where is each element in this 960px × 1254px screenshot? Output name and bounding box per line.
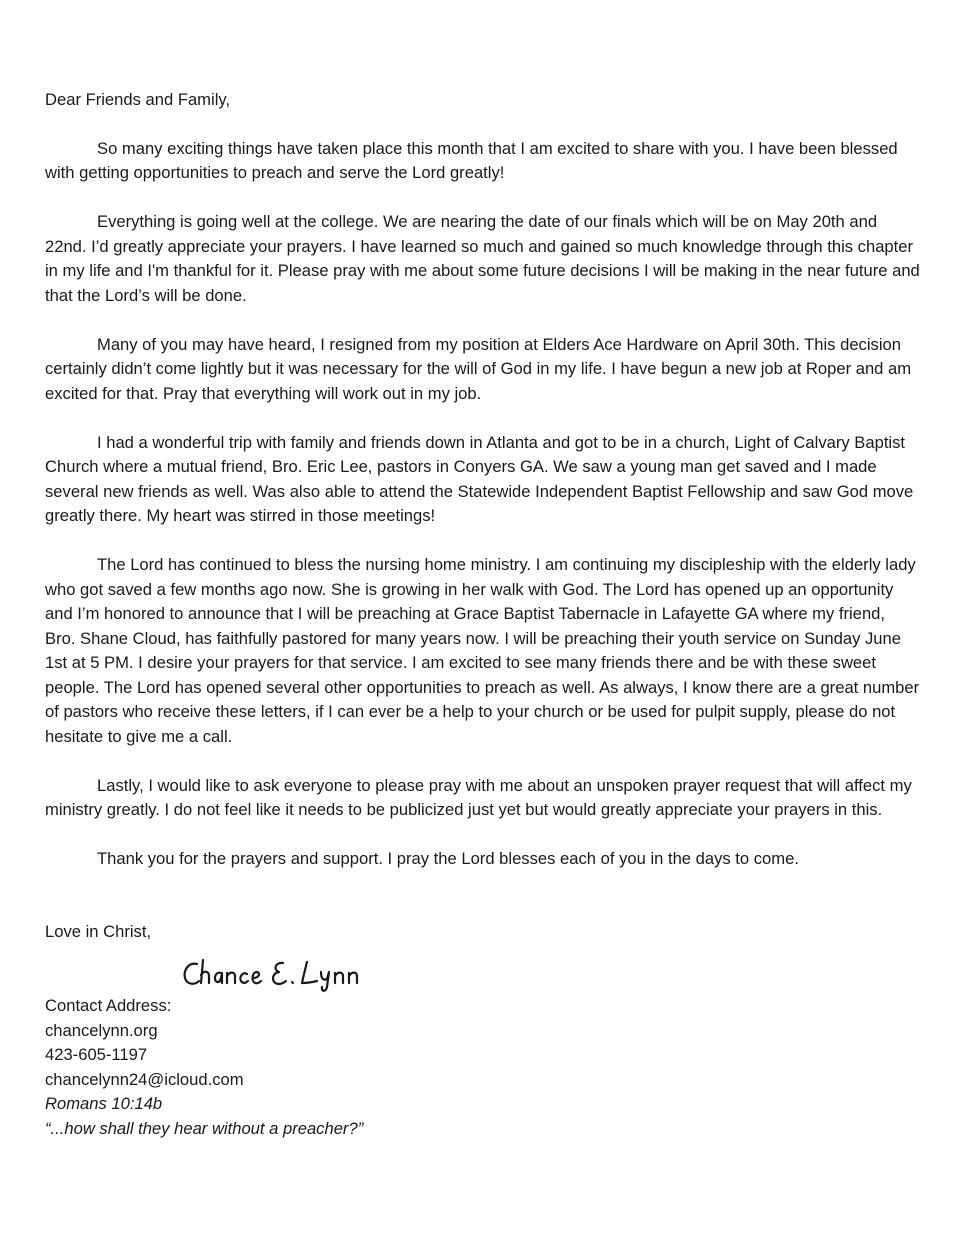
contact-website: chancelynn.org (45, 1020, 158, 1040)
paragraph: Everything is going well at the college. We are nearing the date of our finals which will be on May 20th and 22nd. I’d greatly appreciate your prayers. I have learned so much and gained so much knowledge through this chapter in my life and I'm thankful for it. Please pray with me about some future decisions I will be making in the near future and that the Lord’s will be done. (45, 212, 920, 305)
signature (181, 954, 920, 990)
contact-heading: Contact Address: (45, 996, 172, 1015)
closing: Love in Christ, (45, 921, 152, 941)
verse-reference: Romans 10:14b (45, 1094, 163, 1113)
contact-email: chancelynn24@icloud.com (45, 1069, 244, 1089)
contact-block (45, 994, 920, 1141)
greeting: Dear Friends and Family, (45, 90, 231, 109)
contact-phone: 423-605-1197 (45, 1045, 148, 1064)
paragraph: So many exciting things have taken place this month that I am excited to share with you. I have been blessed with getting opportunities to preach and serve the Lord greatly! (45, 138, 898, 182)
verse-text: “...how shall they hear without a preacher?” (45, 1118, 364, 1138)
paragraph: The Lord has continued to bless the nursing home ministry. I am continuing my discipleship with the elderly lady who got saved a few months ago now. She is growing in her walk with God. The Lord has opened up an opportunity and I’m honored to announce that I will be preaching at Grace Baptist Tabernacle in Lafayette GA where my friend, Bro. Shane Cloud, has faithfully pastored for many years now. I will be preaching their youth service on Sunday June 1st at 5 PM. I desire your prayers for that service. I am excited to see many friends there and be with these sweet people. The Lord has opened several other opportunities to preach as well. As always, I know there are a great number of pastors who receive these letters, if I can ever be a help to your church or be used for pulpit supply, please do not hesitate to give me a call. (45, 555, 920, 746)
paragraph: I had a wonderful trip with family and friends down in Atlanta and got to be in a church, Light of Calvary Baptist Church where a mutual friend, Bro. Eric Lee, pastors in Conyers GA. We saw a young man get saved and I made several new friends as well. Was also able to attend the Statewide Independent Baptist Fellowship and saw God move greatly there. My heart was stirred in those meetings! (45, 432, 914, 525)
paragraph: Lastly, I would like to ask everyone to please pray with me about an unspoken prayer request that will affect my ministry greatly. I do not feel like it needs to be publicized just yet but would greatly appreciate your prayers in this. (45, 775, 912, 819)
paragraph: Many of you may have heard, I resigned from my position at Elders Ace Hardware on April 30th. This decision certainly didn’t come lightly but it was necessary for the will of God in my life. I have begun a new job at Roper and am excited for that. Pray that everything will work out in my job. (45, 334, 912, 403)
paragraph: Thank you for the prayers and support. I pray the Lord blesses each of you in the days to come. (97, 849, 799, 868)
signature-image (181, 954, 421, 994)
